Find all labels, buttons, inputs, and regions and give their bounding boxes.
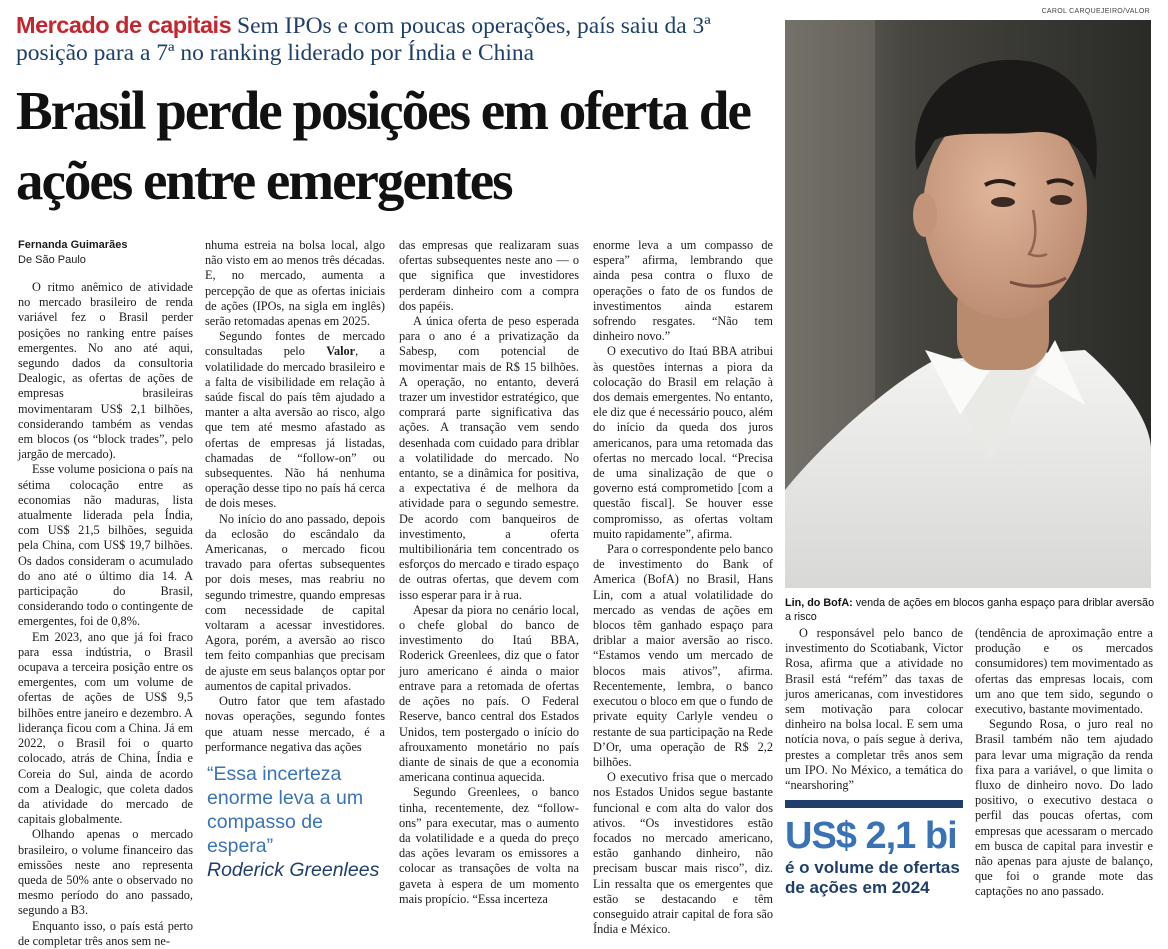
- article-column-1: [18, 280, 193, 949]
- article-column-2: [205, 238, 385, 755]
- kicker: [16, 12, 786, 67]
- paragraph: Enquanto isso, o país está perto de completar três anos sem ne-: [18, 918, 193, 948]
- paragraph: Segundo Rosa, o juro real no Brasil também não tem ajudado para levar uma migração da renda fixa para a variável, o que limita o fluxo de dinheiro novo. Do lado positivo, o executivo destaca o perfil das poucas ofertas, com empresas que acessaram o mercado em busca de capital para investir e não apenas para ajuste de balanço, que foi o grande mote das captações no ano passado.: [975, 717, 1153, 899]
- paragraph: No início do ano passado, depois da eclosão do escândalo da Americanas, o mercado ficou travado para ofertas subsequentes por dois meses, mas reabriu no segundo trimestre, quando empresas com necessidade de capital voltaram a acessar investidores. Agora, porém, a aversão ao risco tem feito companhias que precisam de ajuste em seus balanços optar por aumentos de capital privados.: [205, 511, 385, 693]
- headline: Brasil perde posições em oferta de ações entre emergentes: [16, 80, 750, 211]
- paragraph: Outro fator que tem afastado novas operações, segundo fontes que atuam nesse mercado, é a performance negativa das ações: [205, 694, 385, 754]
- paragraph: Esse volume posiciona o país na sétima colocação entre as economias não maduras, lista atualmente liderada pela Índia, com US$ 21,5 bilhões, seguida pela China, com US$ 19,7 bilhões. Os dados consideram o acumulado do ano até o último dia 14. A participação do Brasil, considerando todo o contingente de emergentes, foi de 0,8%.: [18, 462, 193, 629]
- article-column-3: [399, 238, 579, 907]
- portrait-photo: [785, 20, 1151, 588]
- paragraph: O responsável pelo banco de investimento do Scotiabank, Victor Rosa, afirma que a atividade no Brasil está “refém” das taxas de juros americanas, com investidores sem motivação para colocar dinheiro na bolsa local. E sem uma notícia nova, o país segue à deriva, prestes a completar três anos sem um IPO. No México, a temática do “nearshoring”: [785, 626, 963, 793]
- paragraph: Olhando apenas o mercado brasileiro, o volume financeiro das emissões neste ano representa queda de 50% ante o observado no mesmo período do ano passado, segundo a B3.: [18, 827, 193, 918]
- portrait-illustration: [785, 20, 1151, 588]
- article-column-4: [593, 238, 773, 937]
- paragraph: [205, 329, 385, 511]
- byline-author: Fernanda Guimarães: [18, 239, 128, 251]
- byline-location: De São Paulo: [18, 254, 86, 266]
- paragraph: nhuma estreia na bolsa local, algo não visto em ao menos três décadas. E, no mercado, aumenta a percepção de que as ofertas iniciais de ações (IPOs, na sigla em inglês) serão retomadas apenas em 2025.: [205, 238, 385, 329]
- paragraph: Em 2023, ano que já foi fraco para essa indústria, o Brasil ocupava a terceira posição entre os emergentes, com um volume de ofertas de ações de US$ 9,5 bilhões entre janeiro e dezembro. A liderança ficou com a China. Já em 2022, o Brasil foi o quarto colocado, atrás de China, Índia e Coreia do Sul, ainda de acordo com a Dealogic, que coleta dados da atividade do mercado de capitais globalmente.: [18, 629, 193, 827]
- stat-box-bar: [785, 800, 963, 808]
- paragraph: das empresas que realizaram suas ofertas subsequentes neste ano — o que significa que investidores perderam dinheiro com a compra dos papéis.: [399, 238, 579, 313]
- stat-description: é o volume de ofertas de ações em 2024: [785, 858, 960, 897]
- pull-quote: [207, 762, 387, 882]
- stat-value: US$ 2,1 bi: [785, 815, 957, 857]
- text-run: , a volatilidade do mercado brasileiro e a falta de visibilidade em relação à saúde fiscal do país têm ajudado a manter a alta aversão ao risco, algo que tem até mesmo afastado as ofertas de empresas já listadas, chamadas de “follow-on” ou subsequentes. Não há nenhuma operação desse tipo no país há cerca de dois meses.: [205, 344, 385, 511]
- byline: [18, 238, 193, 268]
- paragraph: Apesar da piora no cenário local, o chefe global do banco de investimento do Itaú BBA, Roderick Greenlees, diz que o fator juro americano é ainda o maior entrave para a retomada de ofertas de ações no país. O Federal Reserve, banco central dos Estados Unidos, tem postergado o início do afrouxamento monetário no país diante de sinais de que a economia americana continua aquecida.: [399, 602, 579, 785]
- caption-label: Lin, do BofA:: [785, 597, 853, 609]
- paragraph: Para o correspondente pelo banco de investimento do Bank of America (BofA) no Brasil, Hans Lin, com a atual volatilidade do mercado as vendas de ações em blocos têm ganhado espaço para driblar a maior aversão ao risco. “Estamos vendo um mercado de blocos mais ativos”, afirma. Recentemente, lembra, o banco executou o bloco em que o fundo de private equity Carlyle vendeu o restante de sua participação na Rede D’Or, uma operação de R$ 2,2 bilhões.: [593, 542, 773, 769]
- paragraph: (tendência de aproximação entre a produção e os mercados consumidores) tem movimentado as ofertas das empresas locais, com um ano que tem sido, segundo o executivo, bastante movimentado.: [975, 626, 1153, 717]
- article-column-5: [785, 626, 963, 793]
- paragraph: O executivo frisa que o mercado nos Estados Unidos segue bastante funcional e com alta do valor dos ativos. “Os investidores estão focados no mercado americano, estão ganhando dinheiro, não precisam buscar mais risco”, diz. Lin ressalta que os emergentes que estão se destacando e têm conseguido atrair capital de fora são Índia e México.: [593, 770, 773, 937]
- section-tag: Mercado de capitais: [16, 12, 232, 38]
- paragraph: enorme leva a um compasso de espera” afirma, lembrando que ainda pesa contra o fluxo de operações o fato de os fundos de investimentos ainda estarem sofrendo resgates. “Não tem dinheiro novo.”: [593, 238, 773, 344]
- kicker-text: Sem IPOs e com poucas operações, país saiu da 3ª posição para a 7ª no ranking liderado por Índia e China: [16, 13, 711, 66]
- text-run: Segundo fontes de mercado consultadas pelo: [205, 329, 385, 359]
- pull-quote-attribution: Roderick Greenlees: [207, 859, 380, 881]
- pull-quote-text: “Essa incerteza enorme leva a um compasso de espera”: [207, 763, 364, 857]
- paragraph: O executivo do Itaú BBA atribui às questões internas a piora da colocação do Brasil em relação à dos demais emergentes. No entanto, ele diz que é necessário pouco, além do início da queda dos juros americanos, para uma retomada das ofertas no mercado local. “Precisa de uma sinalização de que o governo está comprometido [com a questão fiscal]. Se houver esse compromisso, as ofertas voltam muito rapidamente”, afirma.: [593, 344, 773, 541]
- photo-caption: [785, 596, 1155, 624]
- paragraph: A única oferta de peso esperada para o ano é a privatização da Sabesp, com potencial de movimentar mais de R$ 15 bilhões. A operação, no entanto, deverá trazer um investidor estratégico, que comprará parte significativa das ações. A transação vem sendo desenhada com cuidado para driblar a volatilidade do mercado. No entanto, se a dinâmica for positiva, a expectativa é de melhora da atividade para o segundo semestre. De acordo com banqueiros de investimento, a oferta multibilionária tem concentrado os esforços do mercado e tirado espaço de outras ofertas, que devem com isso esperar para ir à rua.: [399, 314, 579, 602]
- caption-text: venda de ações em blocos ganha espaço para driblar aversão a risco: [785, 597, 1155, 623]
- paragraph: Segundo Greenlees, o banco tinha, recentemente, dez “follow-ons” para executar, mas o aumento da volatilidade e a queda do preço das ações levaram os emissores a colocar as transações de volta na gaveta à espera de um momento mais propício. “Essa incerteza: [399, 785, 579, 906]
- article-column-6: [975, 626, 1153, 900]
- publication-name: Valor: [326, 344, 356, 359]
- paragraph: O ritmo anêmico de atividade no mercado brasileiro de renda variável fez o Brasil perder posições no ranking entre países emergentes. No ano até aqui, segundo dados da consultoria Dealogic, as ofertas de ações de empresas brasileiras movimentaram US$ 2,1 bilhões, considerando também as vendas em blocos (os “block trades”, pelo jargão de mercado).: [18, 280, 193, 462]
- photo-credit: CAROL CARQUEJEIRO/VALOR: [1041, 8, 1150, 15]
- stat-box: [785, 800, 963, 898]
